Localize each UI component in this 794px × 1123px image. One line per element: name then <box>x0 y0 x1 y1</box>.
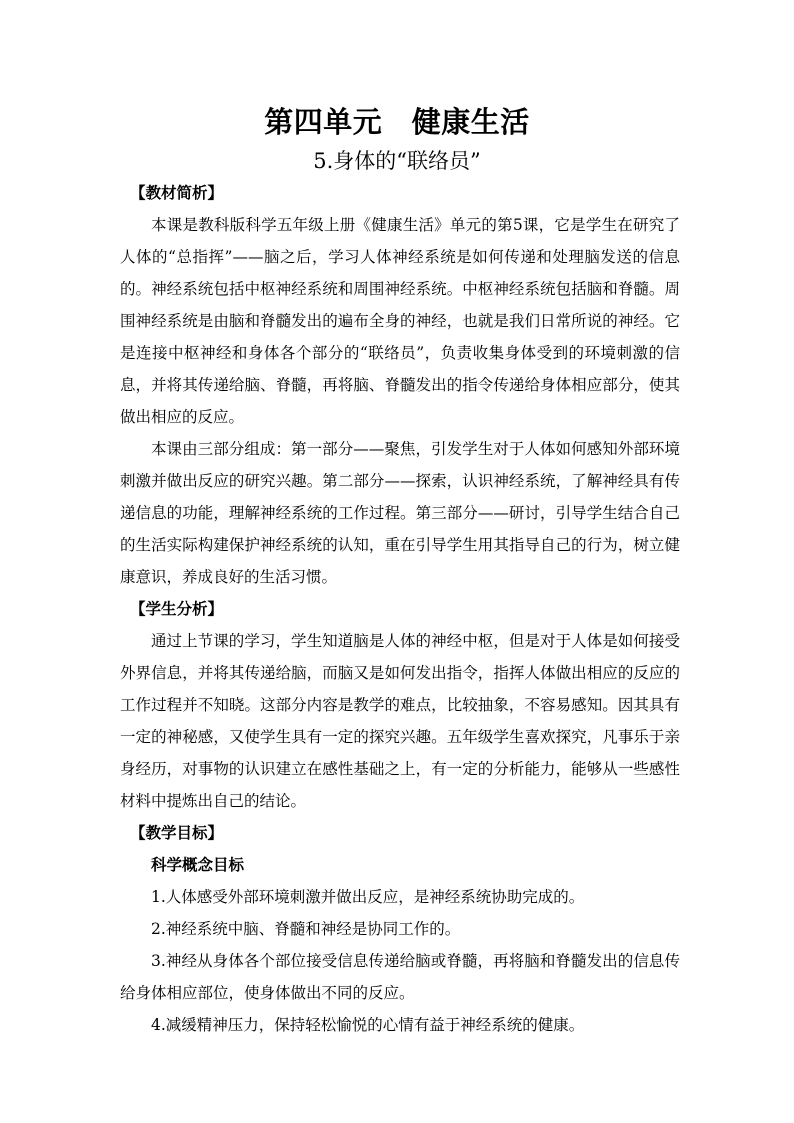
unit-title: 第四单元 健康生活 <box>264 105 530 139</box>
goal-item: 2.神经系统中脑、脊髓和神经是协同工作的。 <box>151 920 461 938</box>
paragraph: 通过上节课的学习，学生知道脑是人体的神经中枢，但是对于人体是如何接受外界信息，并将其传递给脑，而脑又是如何发出指令，指挥人体做出相应的反应的工作过程并不知晓。这部分内容是教学的难点，比较抽象，不容易感知。因其具有一定的神秘感，又使学生具有一定的探究兴趣。五年级学生喜欢探究，凡事乐于亲身经历，对事物的认识建立在感性基础之上，有一定的分析能力，能够从一些感性材料中提炼出自己的结论。 <box>120 632 680 810</box>
lesson-title: 5.身体的“联络员” <box>313 149 481 173</box>
subheading-science-concept-goals: 科学概念目标 <box>151 855 245 874</box>
goal-item: 3.神经从身体各个部位接受信息传递给脑或脊髓，再将脑和脊髓发出的信息传给身体相应部位，使身体做出不同的反应。 <box>120 952 680 1002</box>
section-heading-teaching-goals: 【教学目标】 <box>130 823 224 842</box>
section-heading-textbook-analysis: 【教材简析】 <box>130 183 224 202</box>
paragraph: 本课是教科版科学五年级上册《健康生活》单元的第5课，它是学生在研究了人体的“总指挥”——脑之后，学习人体神经系统是如何传递和处理脑发送的信息的。神经系统包括中枢神经系统和周围神经系统。中枢神经系统包括脑和脊髓。周围神经系统是由脑和脊髓发出的遍布全身的神经，也就是我们日常所说的神经。它是连接中枢神经和身体各个部分的“联络员”，负责收集身体受到的环境刺激的信息，并将其传递给脑、脊髓，再将脑、脊髓发出的指令传递给身体相应部分，使其做出相应的反应。 <box>120 216 680 426</box>
goal-item: 1.人体感受外部环境刺激并做出反应，是神经系统协助完成的。 <box>151 888 585 906</box>
section-heading-student-analysis: 【学生分析】 <box>130 599 224 618</box>
document-body <box>120 177 680 1041</box>
goal-item: 4.减缓精神压力，保持轻松愉悦的心情有益于神经系统的健康。 <box>151 1016 585 1034</box>
paragraph: 本课由三部分组成：第一部分——聚焦，引发学生对于人体如何感知外部环境刺激并做出反应的研究兴趣。第二部分——探索，认识神经系统，了解神经具有传递信息的功能，理解神经系统的工作过程。第三部分——研讨，引导学生结合自己的生活实际构建保护神经系统的认知，重在引导学生用其指导自己的行为，树立健康意识，养成良好的生活习惯。 <box>120 440 680 586</box>
